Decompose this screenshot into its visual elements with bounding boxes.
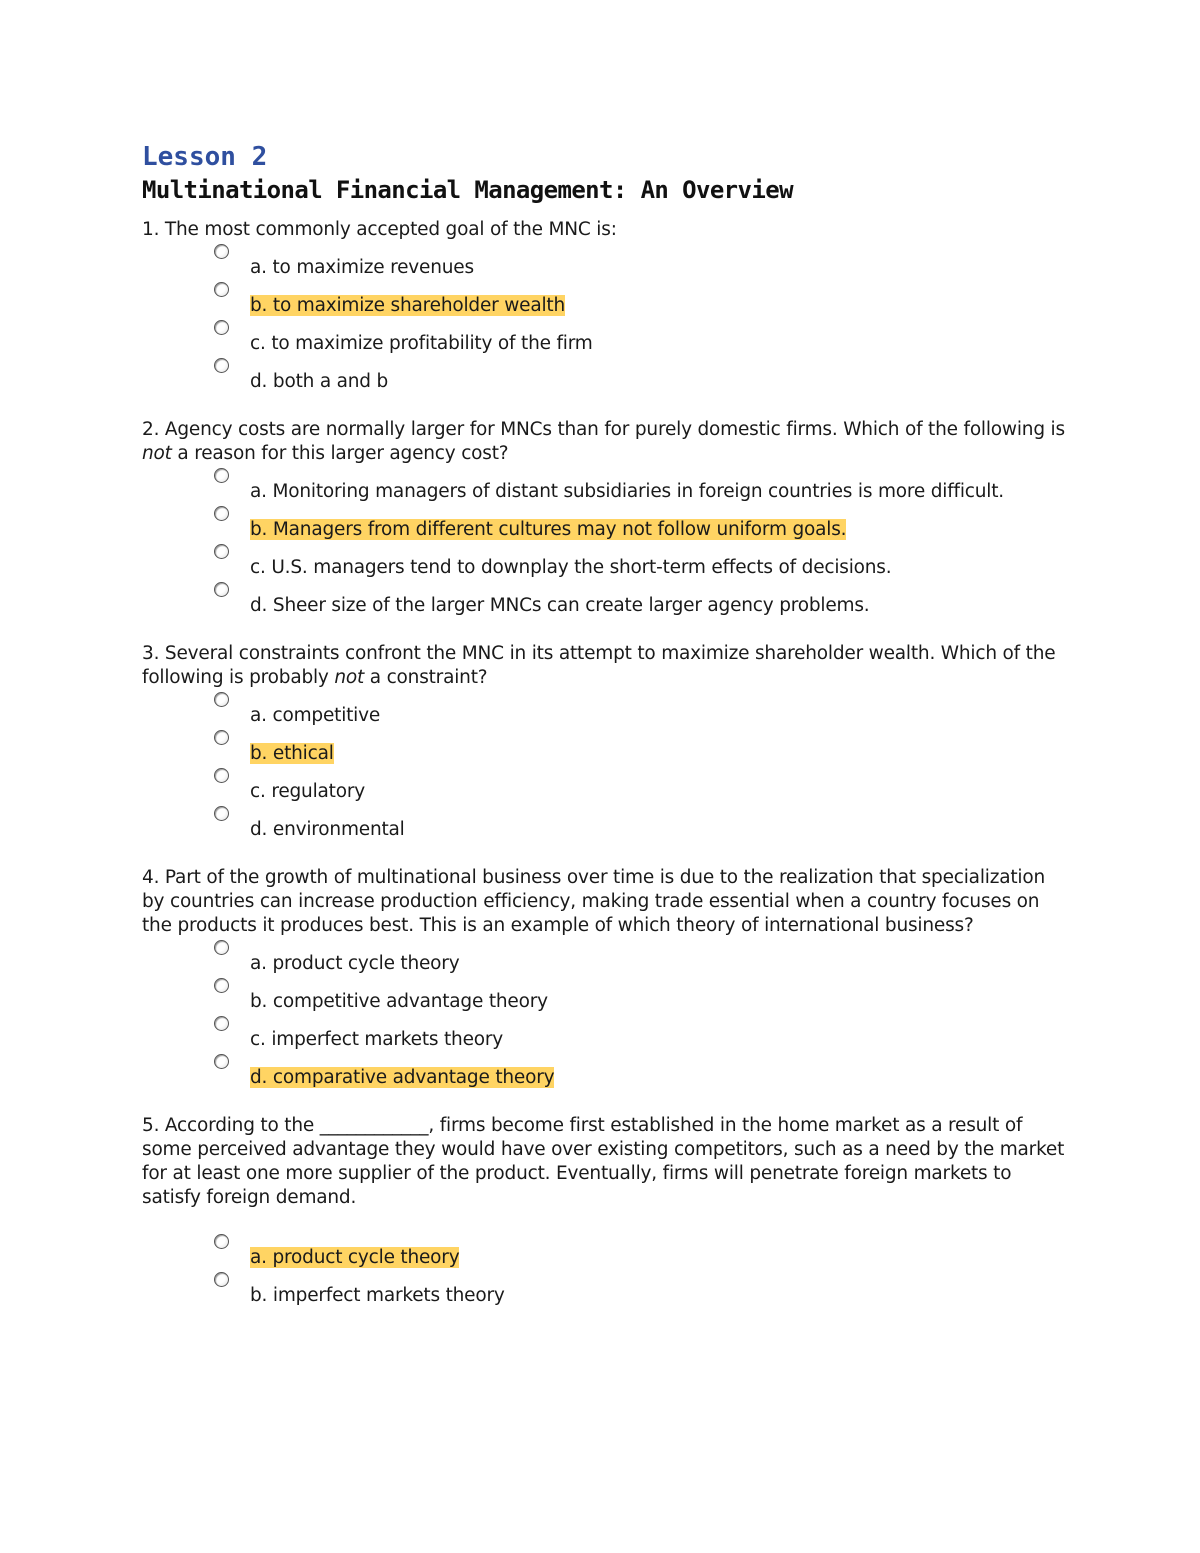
answer-options bbox=[142, 1246, 1072, 1308]
question-2 bbox=[142, 418, 1072, 618]
option-label: d. both a and b bbox=[250, 371, 389, 392]
radio-button-icon[interactable] bbox=[214, 692, 229, 707]
radio-button-icon[interactable] bbox=[214, 506, 229, 521]
option-label-highlighted: b. to maximize shareholder wealth bbox=[250, 295, 565, 316]
option-a[interactable] bbox=[142, 256, 1072, 280]
question-text-part: a reason for this larger agency cost? bbox=[171, 443, 509, 464]
option-d[interactable] bbox=[142, 818, 1072, 842]
option-c[interactable] bbox=[142, 780, 1072, 804]
question-4 bbox=[142, 866, 1072, 1090]
option-label: d. environmental bbox=[250, 819, 405, 840]
option-a[interactable] bbox=[142, 952, 1072, 976]
radio-button-icon[interactable] bbox=[214, 582, 229, 597]
lesson-subtitle: Multinational Financial Management: An Overview bbox=[142, 176, 793, 204]
question-text-part: 3. Several constraints confront the MNC in its attempt to maximize shareholder wealth. Which of the following is probably bbox=[142, 643, 1056, 688]
option-label-highlighted: b. Managers from different cultures may not follow uniform goals. bbox=[250, 519, 847, 540]
answer-options bbox=[142, 704, 1072, 842]
question-text-part: a constraint? bbox=[364, 667, 488, 688]
radio-button-icon[interactable] bbox=[214, 940, 229, 955]
radio-button-icon[interactable] bbox=[214, 1272, 229, 1287]
radio-button-icon[interactable] bbox=[214, 1016, 229, 1031]
option-label: a. Monitoring managers of distant subsidiaries in foreign countries is more difficult. bbox=[250, 481, 1004, 502]
option-label: b. competitive advantage theory bbox=[250, 991, 548, 1012]
radio-button-icon[interactable] bbox=[214, 730, 229, 745]
option-label: c. to maximize profitability of the firm bbox=[250, 333, 593, 354]
question-text: 5. According to the ____________, firms become first established in the home market as a result of some perceived advantage they would have over existing competitors, such as a need by the market for at least one more supplier of the product. Eventually, firms will penetrate foreign markets to satisfy foreign demand. bbox=[142, 1115, 1065, 1208]
option-label: a. competitive bbox=[250, 705, 381, 726]
option-label-highlighted: a. product cycle theory bbox=[250, 1247, 460, 1268]
option-b[interactable] bbox=[142, 518, 1072, 542]
radio-button-icon[interactable] bbox=[214, 358, 229, 373]
option-a[interactable] bbox=[142, 480, 1072, 504]
radio-button-icon[interactable] bbox=[214, 1054, 229, 1069]
option-c[interactable] bbox=[142, 556, 1072, 580]
option-label: c. regulatory bbox=[250, 781, 365, 802]
radio-button-icon[interactable] bbox=[214, 978, 229, 993]
option-label: d. Sheer size of the larger MNCs can create larger agency problems. bbox=[250, 595, 870, 616]
question-text: 4. Part of the growth of multinational business over time is due to the realization that specialization by countries can increase production efficiency, making trade essential when a country focuses on the products it produces best. This is an example of which theory of international business? bbox=[142, 867, 1045, 936]
question-1 bbox=[142, 218, 1072, 394]
option-a[interactable] bbox=[142, 704, 1072, 728]
question-emphasis: not bbox=[142, 443, 172, 464]
question-emphasis: not bbox=[334, 667, 365, 688]
option-b[interactable] bbox=[142, 990, 1072, 1014]
question-5 bbox=[142, 1114, 1072, 1308]
radio-button-icon[interactable] bbox=[214, 1234, 229, 1249]
radio-button-icon[interactable] bbox=[214, 806, 229, 821]
lesson-title: Lesson 2 bbox=[142, 142, 268, 172]
answer-options bbox=[142, 480, 1072, 618]
radio-button-icon[interactable] bbox=[214, 468, 229, 483]
option-label-highlighted: d. comparative advantage theory bbox=[250, 1067, 555, 1088]
option-a[interactable] bbox=[142, 1246, 1072, 1270]
option-label: a. product cycle theory bbox=[250, 953, 460, 974]
option-b[interactable] bbox=[142, 1284, 1072, 1308]
question-text bbox=[142, 642, 1072, 690]
question-text: 1. The most commonly accepted goal of the MNC is: bbox=[142, 219, 617, 240]
option-b[interactable] bbox=[142, 742, 1072, 766]
question-text bbox=[142, 418, 1072, 466]
option-b[interactable] bbox=[142, 294, 1072, 318]
option-label: c. imperfect markets theory bbox=[250, 1029, 504, 1050]
option-c[interactable] bbox=[142, 332, 1072, 356]
radio-button-icon[interactable] bbox=[214, 282, 229, 297]
radio-button-icon[interactable] bbox=[214, 244, 229, 259]
option-label: b. imperfect markets theory bbox=[250, 1285, 505, 1306]
question-3 bbox=[142, 642, 1072, 842]
radio-button-icon[interactable] bbox=[214, 320, 229, 335]
option-label: a. to maximize revenues bbox=[250, 257, 474, 278]
option-label-highlighted: b. ethical bbox=[250, 743, 334, 764]
document-page bbox=[142, 140, 1072, 1308]
answer-options bbox=[142, 952, 1072, 1090]
option-label: c. U.S. managers tend to downplay the short-term effects of decisions. bbox=[250, 557, 892, 578]
option-d[interactable] bbox=[142, 1066, 1072, 1090]
radio-button-icon[interactable] bbox=[214, 544, 229, 559]
radio-button-icon[interactable] bbox=[214, 768, 229, 783]
option-c[interactable] bbox=[142, 1028, 1072, 1052]
option-d[interactable] bbox=[142, 594, 1072, 618]
question-text-part: 2. Agency costs are normally larger for MNCs than for purely domestic firms. Which of the following is bbox=[142, 419, 1065, 440]
option-d[interactable] bbox=[142, 370, 1072, 394]
answer-options bbox=[142, 256, 1072, 394]
